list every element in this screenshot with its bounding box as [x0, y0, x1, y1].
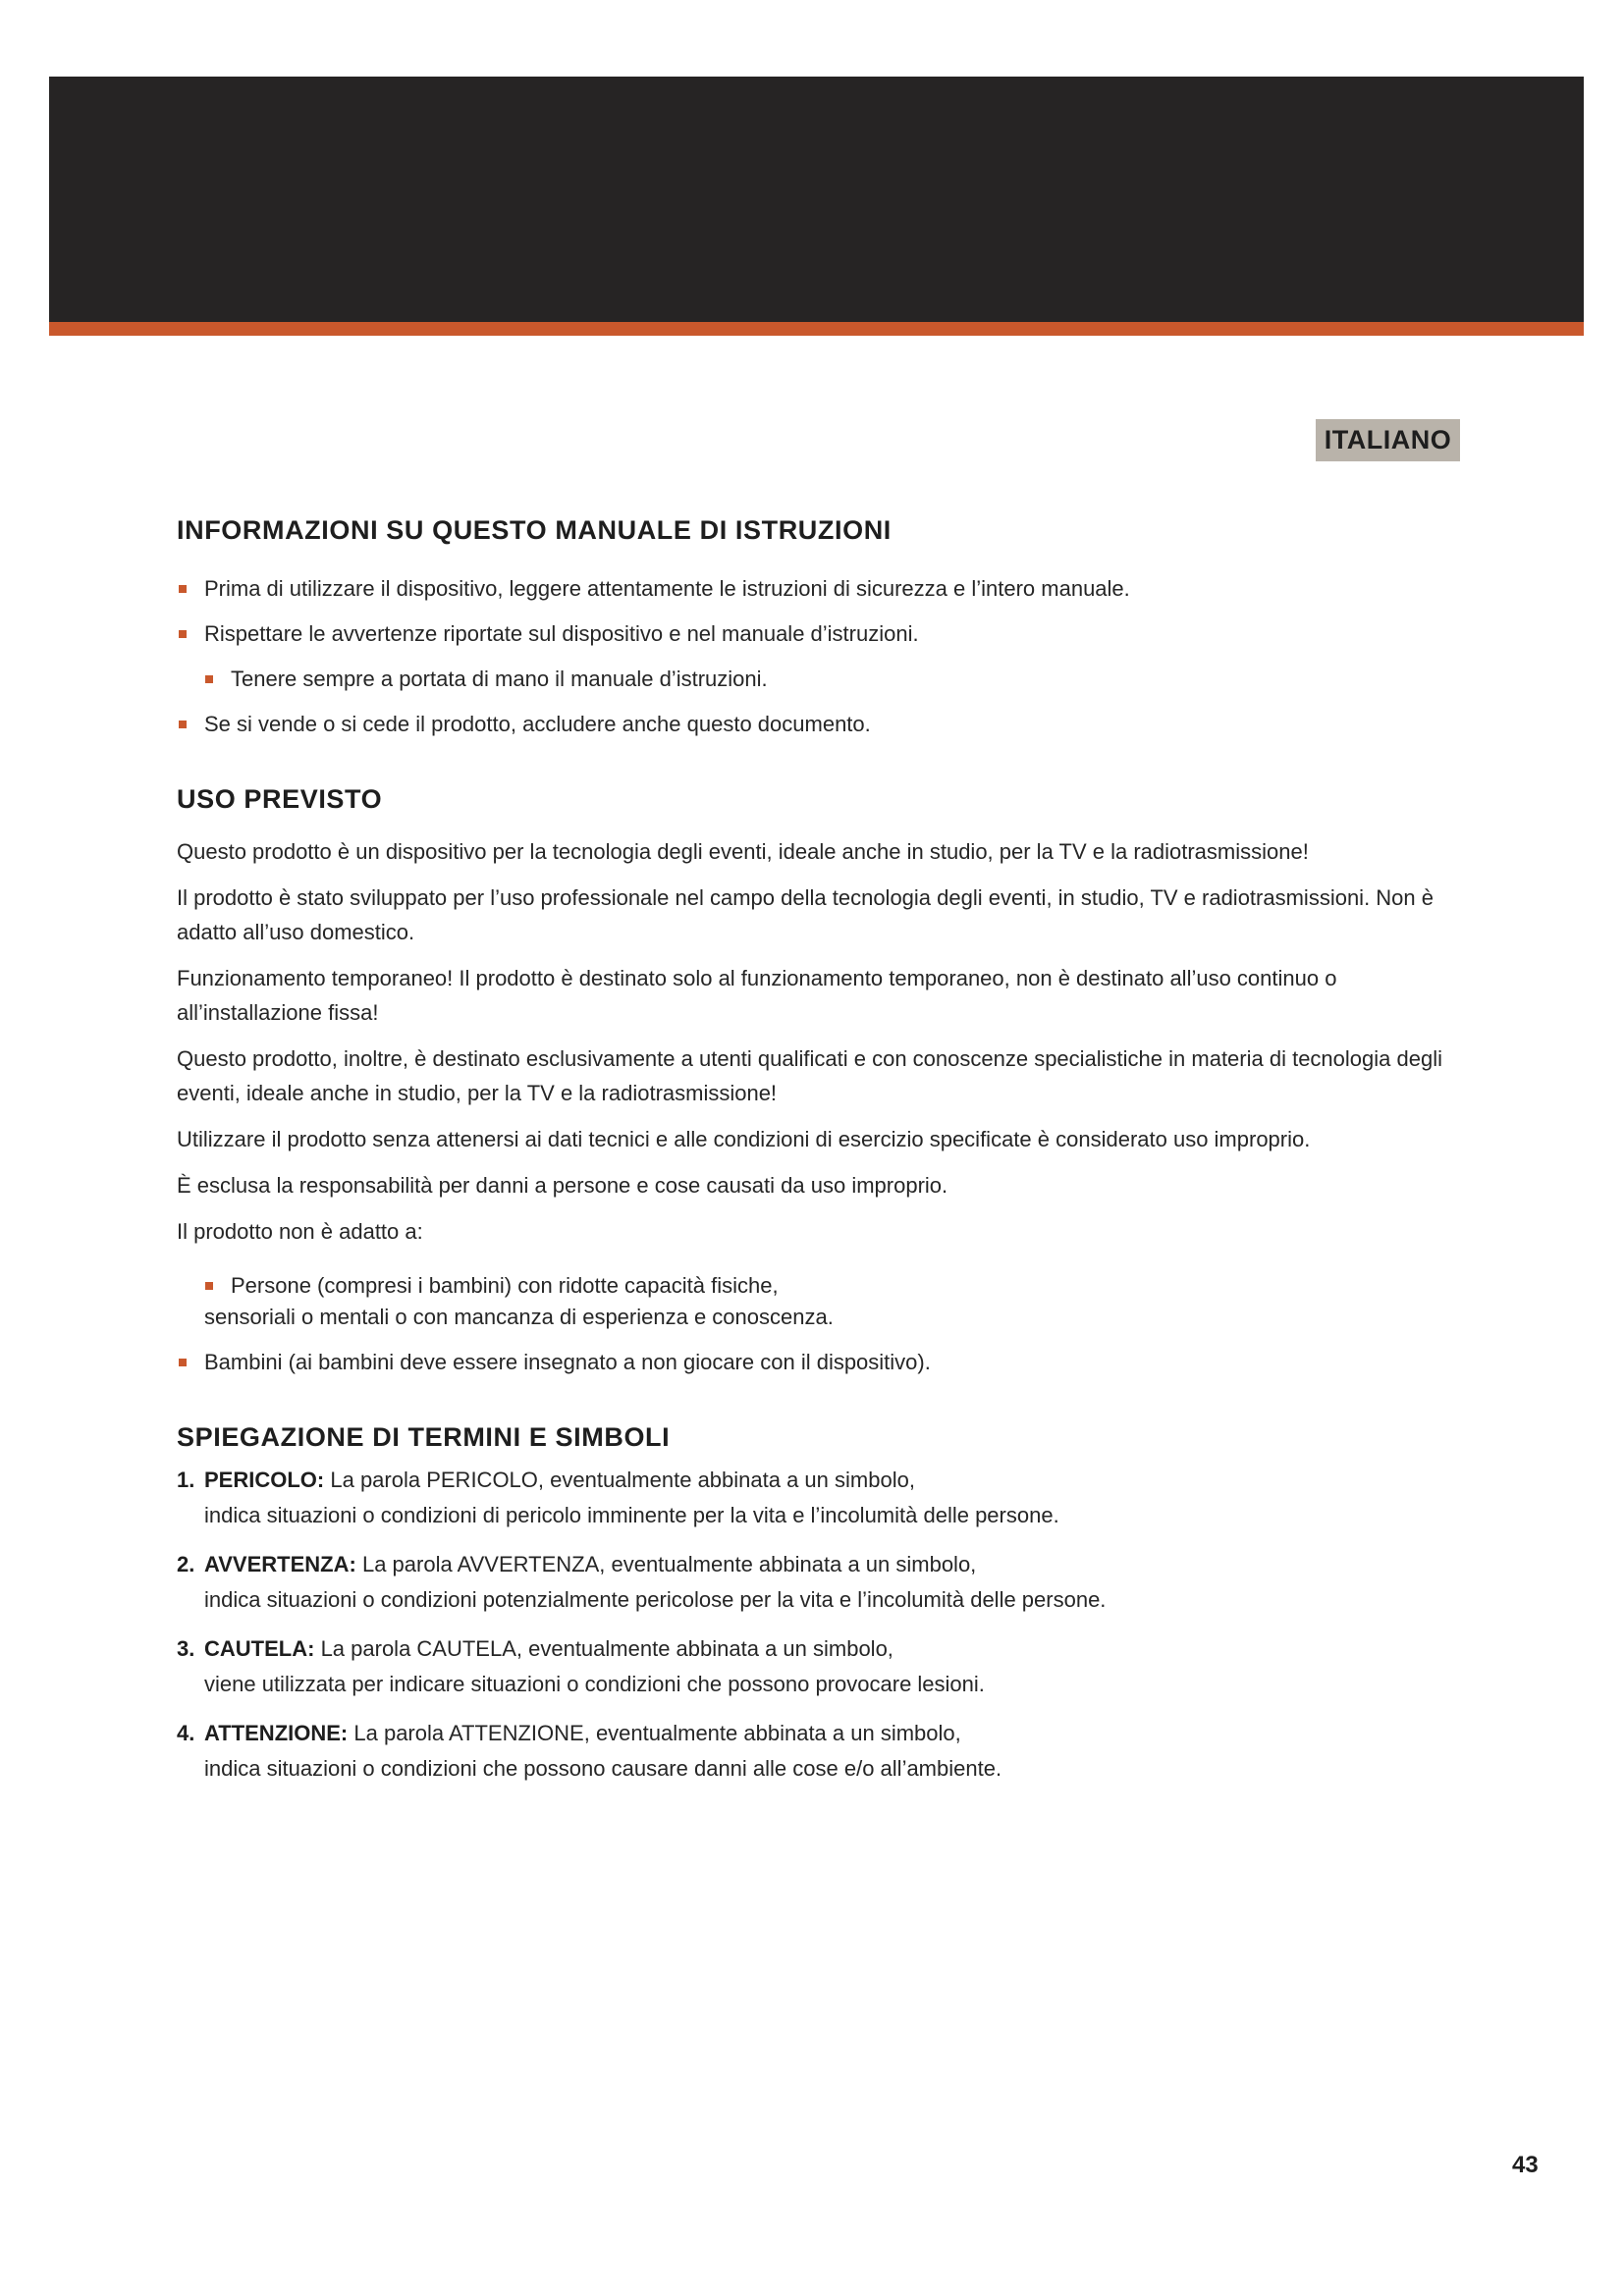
- bullet-square-icon: [205, 1282, 213, 1290]
- manual-info-list: [177, 573, 1453, 740]
- page-number: 43: [1512, 2152, 1539, 2178]
- paragraph: Il prodotto è stato sviluppato per l’uso professionale nel campo della tecnologia degli eventi, in studio, TV e radiotrasmissioni. Non è adatto all’uso domestico.: [177, 885, 1434, 944]
- term-number: 2.: [177, 1552, 195, 1576]
- term-item: [177, 1631, 1453, 1702]
- term-item: [177, 1463, 1453, 1533]
- section-heading-terms-symbols: SPIEGAZIONE DI TERMINI E SIMBOLI: [177, 1422, 671, 1452]
- paragraph: Questo prodotto, inoltre, è destinato esclusivamente a utenti qualificati e con conoscenze specialistiche in materia di tecnologia degli eventi, ideale anche in studio, per la TV e la radiotrasmissione!: [177, 1046, 1442, 1105]
- term-item: [177, 1547, 1453, 1618]
- term-text-continued: indica situazioni o condizioni che possono causare danni alle cose e/o all’ambiente.: [204, 1756, 1002, 1781]
- term-label: ATTENZIONE:: [204, 1721, 349, 1745]
- list-item: [203, 1270, 1453, 1333]
- list-item-text: Rispettare le avvertenze riportate sul dispositivo e nel manuale d’istruzioni.: [204, 621, 919, 646]
- language-badge: ITALIANO: [1316, 419, 1460, 461]
- terms-list: [177, 1463, 1453, 1787]
- header-accent-stripe: [49, 322, 1584, 336]
- list-item: [177, 709, 1453, 740]
- list-item: [203, 664, 1453, 695]
- term-text: La parola ATTENZIONE, eventualmente abbinata a un simbolo,: [353, 1721, 961, 1745]
- term-text-continued: viene utilizzata per indicare situazioni o condizioni che possono provocare lesioni.: [204, 1672, 985, 1696]
- paragraph: Utilizzare il prodotto senza attenersi ai dati tecnici e alle condizioni di esercizio specificate è considerato uso improprio.: [177, 1127, 1311, 1151]
- list-item: [177, 573, 1453, 605]
- term-text: La parola PERICOLO, eventualmente abbinata a un simbolo,: [330, 1468, 915, 1492]
- list-item-text-continued: sensoriali o mentali o con mancanza di esperienza e conoscenza.: [204, 1305, 834, 1329]
- section-heading-intended-use: USO PREVISTO: [177, 784, 383, 814]
- term-item: [177, 1716, 1453, 1787]
- bullet-square-icon: [179, 721, 187, 728]
- bullet-square-icon: [179, 585, 187, 593]
- paragraph: Funzionamento temporaneo! Il prodotto è destinato solo al funzionamento temporaneo, non è destinato all’uso continuo o all’installazione fissa!: [177, 966, 1337, 1025]
- list-item-text: Se si vende o si cede il prodotto, accludere anche questo documento.: [204, 712, 871, 736]
- term-label: CAUTELA:: [204, 1636, 315, 1661]
- term-number: 3.: [177, 1636, 195, 1661]
- header-band: [49, 77, 1584, 322]
- intended-use-body: [177, 834, 1453, 1249]
- term-text: La parola AVVERTENZA, eventualmente abbinata a un simbolo,: [361, 1552, 977, 1576]
- list-item-text: Bambini (ai bambini deve essere insegnato a non giocare con il dispositivo).: [204, 1350, 931, 1374]
- term-text: La parola CAUTELA, eventualmente abbinata a un simbolo,: [320, 1636, 893, 1661]
- bullet-square-icon: [179, 1359, 187, 1366]
- main-content: [177, 510, 1453, 1800]
- bullet-square-icon: [179, 630, 187, 638]
- not-suitable-list: [177, 1270, 1453, 1378]
- paragraph: È esclusa la responsabilità per danni a persone e cose causati da uso improprio.: [177, 1173, 948, 1198]
- list-item-text: Persone (compresi i bambini) con ridotte capacità fisiche,: [231, 1273, 779, 1298]
- list-item: [177, 618, 1453, 650]
- term-text-continued: indica situazioni o condizioni potenzialmente pericolose per la vita e l’incolumità delle persone.: [204, 1587, 1107, 1612]
- list-item-text: Tenere sempre a portata di mano il manuale d’istruzioni.: [231, 667, 768, 691]
- term-text-continued: indica situazioni o condizioni di pericolo imminente per la vita e l’incolumità delle persone.: [204, 1503, 1059, 1527]
- paragraph: Questo prodotto è un dispositivo per la tecnologia degli eventi, ideale anche in studio, per la TV e la radiotrasmissione!: [177, 839, 1309, 864]
- paragraph: Il prodotto non è adatto a:: [177, 1219, 423, 1244]
- term-label: AVVERTENZA:: [204, 1552, 356, 1576]
- term-label: PERICOLO:: [204, 1468, 325, 1492]
- list-item-text: Prima di utilizzare il dispositivo, leggere attentamente le istruzioni di sicurezza e l’intero manuale.: [204, 576, 1130, 601]
- term-number: 4.: [177, 1721, 195, 1745]
- bullet-square-icon: [205, 675, 213, 683]
- section-heading-manual-info: INFORMAZIONI SU QUESTO MANUALE DI ISTRUZIONI: [177, 515, 892, 545]
- list-item: [177, 1347, 1453, 1378]
- term-number: 1.: [177, 1468, 195, 1492]
